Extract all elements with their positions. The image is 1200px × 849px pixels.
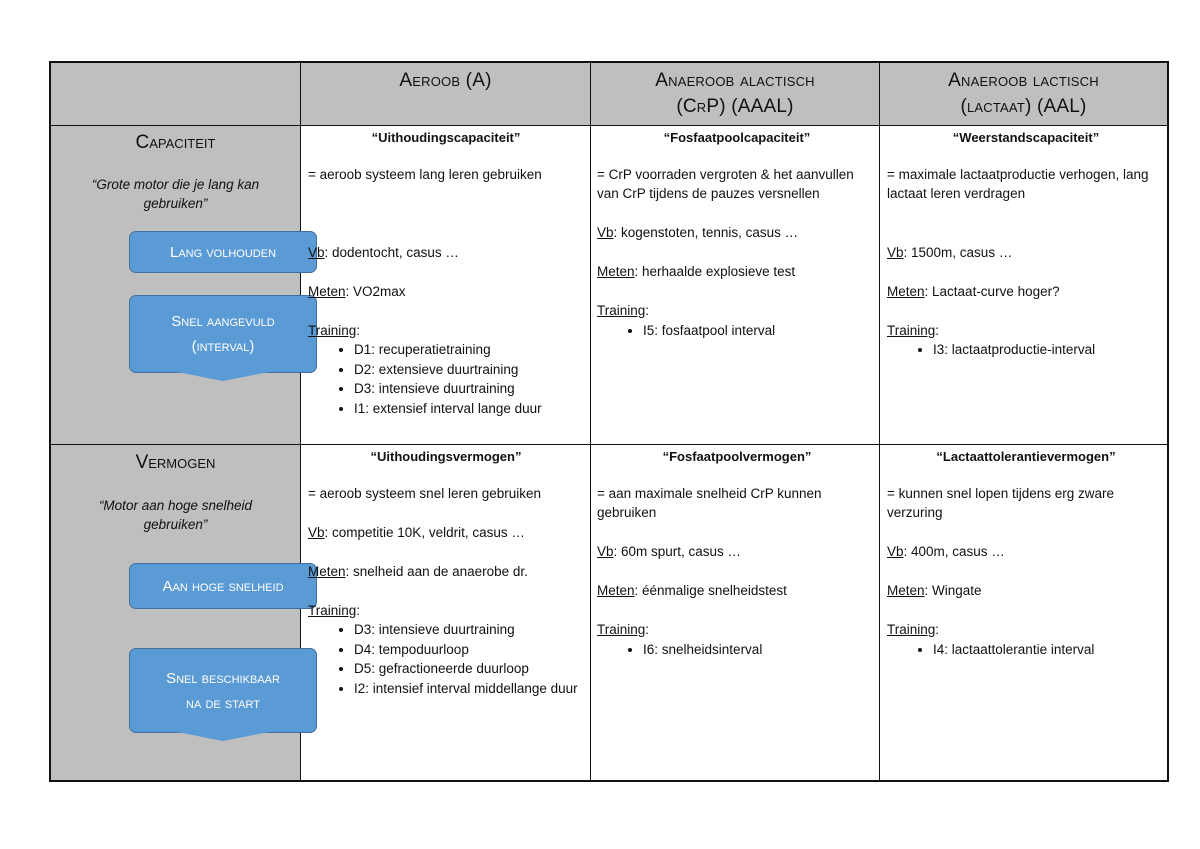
training-item: • D1: recuperatietraining <box>354 340 584 360</box>
example-label: Vb <box>887 544 904 559</box>
cell-training-label <box>597 301 877 321</box>
cell-title: “Lactaattolerantievermogen” <box>936 449 1116 464</box>
cell-example <box>597 223 877 243</box>
example-label: Vb <box>308 524 325 540</box>
row-divider <box>51 125 1167 126</box>
cell-training-label <box>308 321 584 341</box>
measure-text: : snelheid aan de anaerobe dr. <box>345 563 528 579</box>
training-colon: : <box>935 322 940 338</box>
training-item: • I4: lactaattolerantie interval <box>933 640 1165 660</box>
callout-lang-volhouden-label: Lang volhouden <box>169 243 277 261</box>
cell-title: “Fosfaatpoolvermogen” <box>662 449 812 464</box>
row-quote-vermogen-text: “Motor aan hoge snelheid gebruiken” <box>98 498 253 532</box>
cell-definition: = maximale lactaatproductie verhogen, lang lactaat leren verdragen <box>887 166 1149 201</box>
callout-aan-hoge-snelheid-label: Aan hoge snelheid <box>162 577 284 595</box>
cell-vermogen-alactisch <box>597 447 877 659</box>
cell-definition: = aeroob systeem lang leren gebruiken <box>308 166 542 182</box>
header-aeroob <box>301 68 590 94</box>
cell-title: “Uithoudingscapaciteit” <box>371 130 521 145</box>
example-text: : competitie 10K, veldrit, casus … <box>324 524 525 540</box>
cell-title: “Uithoudingsvermogen” <box>370 449 522 464</box>
cell-example <box>887 542 1165 562</box>
header-anaeroob-lactisch <box>880 68 1167 120</box>
header-anaeroob-alactisch <box>591 68 879 120</box>
measure-text: : Lactaat-curve hoger? <box>924 283 1060 299</box>
cell-capaciteit-alactisch <box>597 128 877 340</box>
example-label: Vb <box>887 244 904 260</box>
callout-snel-beschikbaar-line1: Snel beschikbaar <box>166 669 280 687</box>
cell-title: “Fosfaatpoolcapaciteit” <box>663 130 811 145</box>
callout-tail <box>177 372 269 381</box>
cell-vermogen-aeroob <box>308 447 584 698</box>
cell-title: “Weerstandscapaciteit” <box>952 130 1100 145</box>
callout-snel-beschikbaar <box>129 648 317 733</box>
header-lac-line1: Anaeroob lactisch <box>948 70 1099 91</box>
training-list <box>887 340 1165 360</box>
header-aeroob-label: Aeroob (A) <box>399 70 492 91</box>
row-title-capaciteit: Capaciteit <box>135 132 216 153</box>
training-list <box>887 640 1165 660</box>
callout-snel-aangevuld-line1: Snel aangevuld <box>171 313 275 330</box>
row-quote-capaciteit <box>51 175 300 213</box>
example-label: Vb <box>597 544 614 559</box>
callout-tail <box>177 732 269 741</box>
training-item: • D3: intensieve duurtraining <box>354 620 584 640</box>
cell-measure <box>308 282 584 302</box>
cell-capaciteit-lactisch <box>887 128 1165 360</box>
training-item: • I5: fosfaatpool interval <box>643 321 877 341</box>
row-quote-vermogen <box>51 496 300 534</box>
example-text: : kogenstoten, tennis, casus … <box>613 225 799 240</box>
training-item: • D4: tempoduurloop <box>354 640 584 660</box>
cell-definition: = aeroob systeem snel leren gebruiken <box>308 485 542 501</box>
cell-example <box>308 523 584 543</box>
training-item: • I1: extensief interval lange duur <box>354 399 584 419</box>
training-label: Training <box>308 602 357 618</box>
training-colon: : <box>356 602 361 618</box>
cell-definition: = aan maximale snelheid CrP kunnen gebruiken <box>597 485 822 520</box>
column-divider <box>879 63 880 780</box>
training-item: • I2: intensief interval middellange duur <box>354 679 584 699</box>
cell-definition: = kunnen snel lopen tijdens erg zware verzuring <box>887 485 1115 520</box>
measure-label: Meten <box>887 583 925 598</box>
energy-systems-table <box>49 61 1169 782</box>
cell-example <box>887 243 1165 263</box>
column-divider <box>590 63 591 780</box>
cell-training-label <box>308 601 584 621</box>
cell-measure <box>887 282 1165 302</box>
measure-text: : éénmalige snelheidstest <box>634 583 787 598</box>
training-colon: : <box>935 622 940 637</box>
cell-measure <box>597 581 877 601</box>
training-colon: : <box>645 303 650 318</box>
example-text: : 1500m, casus … <box>903 244 1013 260</box>
training-item: • I6: snelheidsinterval <box>643 640 877 660</box>
training-list <box>597 321 877 341</box>
row-divider <box>51 444 1167 445</box>
training-list <box>308 620 584 698</box>
measure-text: : Wingate <box>924 583 982 598</box>
cell-training-label <box>597 620 877 640</box>
header-lac-line2: (lactaat) (AAL) <box>960 96 1087 117</box>
training-colon: : <box>645 622 650 637</box>
cell-training-label <box>887 620 1165 640</box>
example-text: : dodentocht, casus … <box>324 244 459 260</box>
example-label: Vb <box>597 225 614 240</box>
callout-snel-aangevuld-line2: (interval) <box>191 338 255 355</box>
cell-example <box>597 542 877 562</box>
cell-capaciteit-aeroob <box>308 128 584 418</box>
row-quote-capaciteit-text: “Grote motor die je lang kan gebruiken” <box>91 177 260 211</box>
example-text: : 60m spurt, casus … <box>613 544 742 559</box>
measure-text: : VO2max <box>345 283 406 299</box>
header-aal-line2: (CrP) (AAAL) <box>676 96 794 117</box>
measure-text: : herhaalde explosieve test <box>634 264 796 279</box>
training-label: Training <box>597 303 646 318</box>
training-item: • D3: intensieve duurtraining <box>354 379 584 399</box>
training-label: Training <box>308 322 357 338</box>
cell-example <box>308 243 584 263</box>
training-list <box>597 640 877 660</box>
cell-training-label <box>887 321 1165 341</box>
example-label: Vb <box>308 244 325 260</box>
cell-measure <box>887 581 1165 601</box>
training-item: • D5: gefractioneerde duurloop <box>354 659 584 679</box>
measure-label: Meten <box>308 563 346 579</box>
training-label: Training <box>887 322 936 338</box>
cell-vermogen-lactisch <box>887 447 1165 659</box>
measure-label: Meten <box>597 264 635 279</box>
cell-measure <box>308 562 584 582</box>
training-label: Training <box>597 622 646 637</box>
measure-label: Meten <box>887 283 925 299</box>
example-text: : 400m, casus … <box>903 544 1005 559</box>
callout-snel-aangevuld <box>129 295 317 373</box>
training-label: Training <box>887 622 936 637</box>
measure-label: Meten <box>597 583 635 598</box>
header-aal-line1: Anaeroob alactisch <box>655 70 815 91</box>
row-title-vermogen: Vermogen <box>135 452 216 473</box>
training-item: • D2: extensieve duurtraining <box>354 360 584 380</box>
callout-snel-beschikbaar-line2: na de start <box>186 694 260 712</box>
callout-lang-volhouden <box>129 231 317 273</box>
training-item: • I3: lactaatproductie-interval <box>933 340 1165 360</box>
cell-definition: = CrP voorraden vergroten & het aanvullen van CrP tijdens de pauzes versnellen <box>597 166 854 201</box>
callout-aan-hoge-snelheid <box>129 563 317 609</box>
training-list <box>308 340 584 418</box>
cell-measure <box>597 262 877 282</box>
training-colon: : <box>356 322 361 338</box>
measure-label: Meten <box>308 283 346 299</box>
